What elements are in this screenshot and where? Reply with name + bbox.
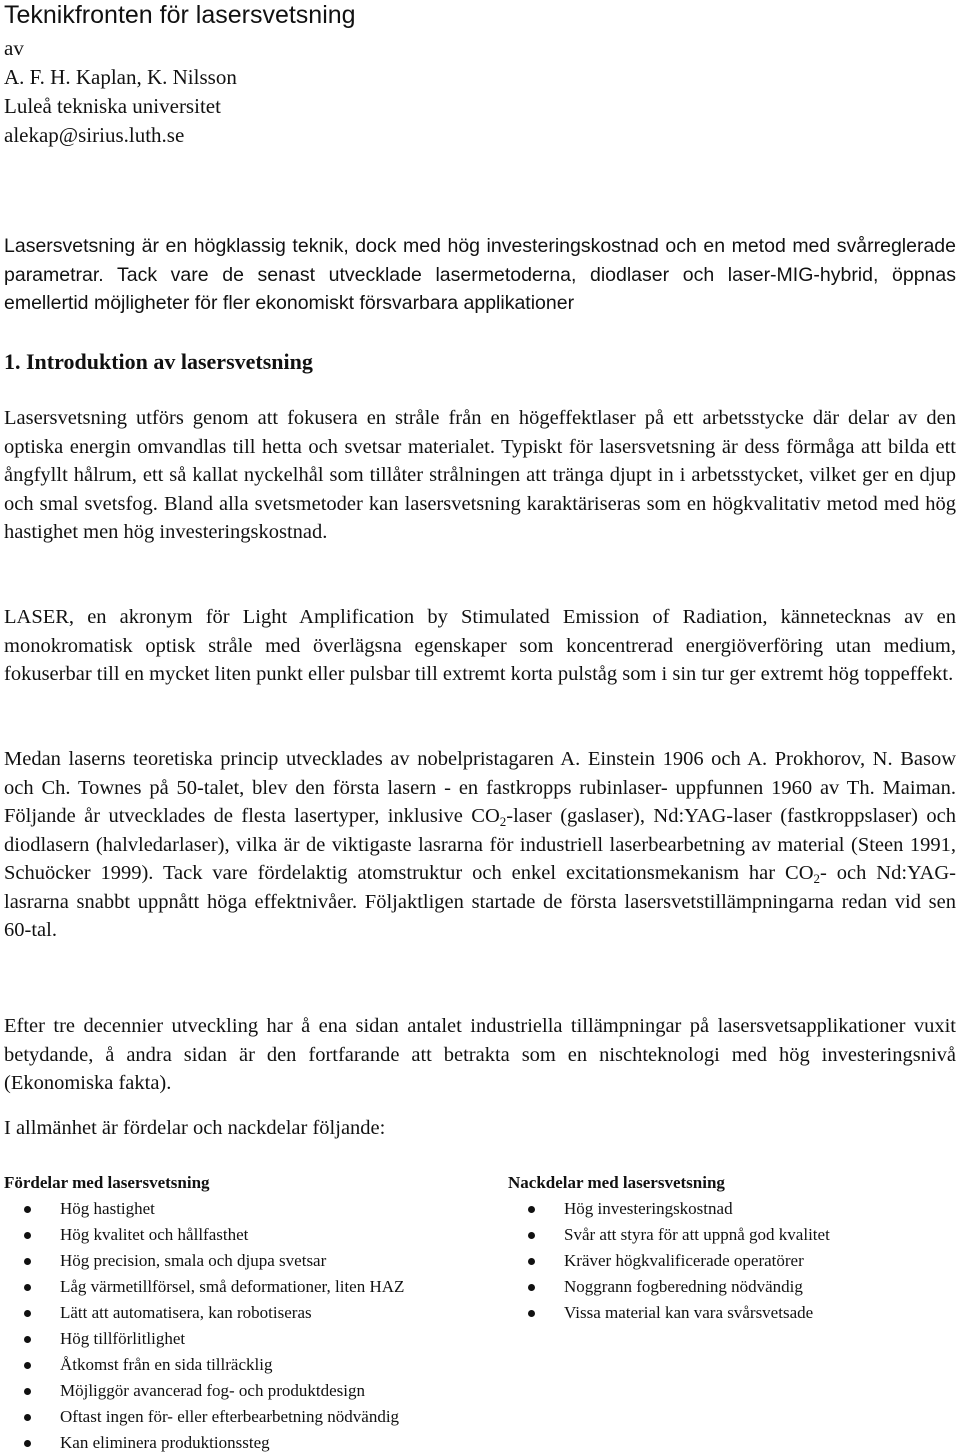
list-item: Möjliggör avancerad fog- och produktdesign [4, 1378, 504, 1404]
list-item: Kräver högkvalificerade operatörer [508, 1248, 948, 1274]
bullet-icon [528, 1284, 535, 1291]
byline-by: av [4, 36, 24, 60]
byline [4, 34, 237, 150]
paragraph-summary-intro: I allmänhet är fördelar och nackdelar följande: [4, 1117, 386, 1139]
list-item: Kan eliminera produktionssteg [4, 1430, 504, 1456]
bullet-icon [24, 1388, 31, 1395]
advantages-column [4, 1170, 504, 1456]
byline-email: alekap@sirius.luth.se [4, 123, 185, 147]
list-item: Svår att styra för att uppnå god kvalitet [508, 1222, 948, 1248]
paragraph-history [4, 745, 956, 945]
document-title: Teknikfronten för lasersvetsning [4, 1, 356, 29]
list-item: Hög kvalitet och hållfasthet [4, 1222, 504, 1248]
co2-subscript: 2 [813, 871, 820, 886]
bullet-icon [24, 1414, 31, 1421]
list-item: Vissa material kan vara svårsvetsade [508, 1300, 948, 1326]
advantages-list [4, 1196, 504, 1456]
disadvantages-column [508, 1170, 948, 1326]
disadvantages-list [508, 1196, 948, 1326]
history-text-c: - och Nd:YAG-lasrarna snabbt uppnått höga effektnivåer. Följaktligen startade de första lasersvetstillämpningarna redan vid sen 60-tal. [4, 862, 956, 941]
list-item: Låg värmetillförsel, små deformationer, liten HAZ [4, 1274, 504, 1300]
bullet-icon [24, 1232, 31, 1239]
list-item: Lätt att automatisera, kan robotiseras [4, 1300, 504, 1326]
co2-subscript: 2 [499, 814, 507, 829]
section-heading: 1. Introduktion av lasersvetsning [4, 349, 313, 374]
bullet-icon [24, 1206, 31, 1213]
abstract: Lasersvetsning är en högklassig teknik, dock med hög investeringskostnad och en metod med svårreglerade parametrar. Tack vare de senast utvecklade lasermetoderna, diodlaser och laser-MIG-hybrid, öppnas emellertid möjligheter för fler ekonomiskt försvarbara applikationer [4, 235, 956, 314]
bullet-icon [528, 1206, 535, 1213]
advantages-heading: Fördelar med lasersvetsning [4, 1173, 210, 1192]
list-item: Hög tillförlitlighet [4, 1326, 504, 1352]
list-item: Hög investeringskostnad [508, 1196, 948, 1222]
bullet-icon [24, 1284, 31, 1291]
list-item: Oftast ingen för- eller efterbearbetning nödvändig [4, 1404, 504, 1430]
list-item: Hög precision, smala och djupa svetsar [4, 1248, 504, 1274]
bullet-icon [24, 1440, 31, 1447]
bullet-icon [24, 1362, 31, 1369]
history-text-b: -laser (gaslaser), Nd:YAG-laser (fastkroppslaser) och diodlasern (halvledarlaser), vilka är de viktigaste lasrarna för industriell laserbearbetning av material (Steen 1991, Schuöcker 1999). Tack vare fördelaktig atomstruktur och enkel excitationsmekanism har CO [4, 805, 956, 884]
bullet-icon [24, 1258, 31, 1265]
byline-authors: A. F. H. Kaplan, K. Nilsson [4, 65, 237, 89]
bullet-icon [24, 1336, 31, 1343]
list-item: Noggrann fogberedning nödvändig [508, 1274, 948, 1300]
list-item: Åtkomst från en sida tillräcklig [4, 1352, 504, 1378]
list-item: Hög hastighet [4, 1196, 504, 1222]
paragraph-development: Efter tre decennier utveckling har å ena sidan antalet industriella tillämpningar på lasersvetsapplikationer vuxit betydande, å andra sidan är den fortfarande att betrakta som en nischteknologi med hög investeringsnivå (Ekonomiska fakta). [4, 1015, 956, 1094]
disadvantages-heading: Nackdelar med lasersvetsning [508, 1173, 725, 1192]
byline-affiliation: Luleå tekniska universitet [4, 94, 221, 118]
bullet-icon [24, 1310, 31, 1317]
history-text-a: Medan laserns teoretiska princip utvecklades av nobelpristagaren A. Einstein 1906 och A. Prokhorov, N. Basow och Ch. Townes på 50-talet, blev den första lasern - en fastkropps rubinlaser- uppfunnen 1960 av Th. Maiman. Följande år utvecklades de flesta lasertyper, inklusive CO [4, 748, 956, 827]
paragraph-laser-acronym: LASER, en akronym för Light Amplification by Stimulated Emission of Radiation, kännetecknas av en monokromatisk optisk stråle med överlägsna egenskaper som koncentrerad energiöverföring utan medium, fokuserbar till en mycket liten punkt eller pulsbar till extremt korta pulståg som i sin tur ger extremt hög toppeffekt. [4, 606, 956, 685]
bullet-icon [528, 1310, 535, 1317]
paragraph-intro: Lasersvetsning utförs genom att fokusera en stråle från en högeffektlaser på ett arbetsstycke där delar av den optiska energin omvandlas till hetta och svetsar materialet. Typiskt för lasersvetsning är dess förmåga att bilda ett ångfyllt hålrum, ett så kallat nyckelhål som tillåter strålningen att tränga djupt in i arbetsstycket, vilket ger en djup och smal svetsfog. Bland alla svetsmetoder kan lasersvetsning karaktäriseras som en högkvalitativ metod med hög hastighet men hög investeringskostnad. [4, 407, 956, 543]
bullet-icon [528, 1232, 535, 1239]
bullet-icon [528, 1258, 535, 1265]
